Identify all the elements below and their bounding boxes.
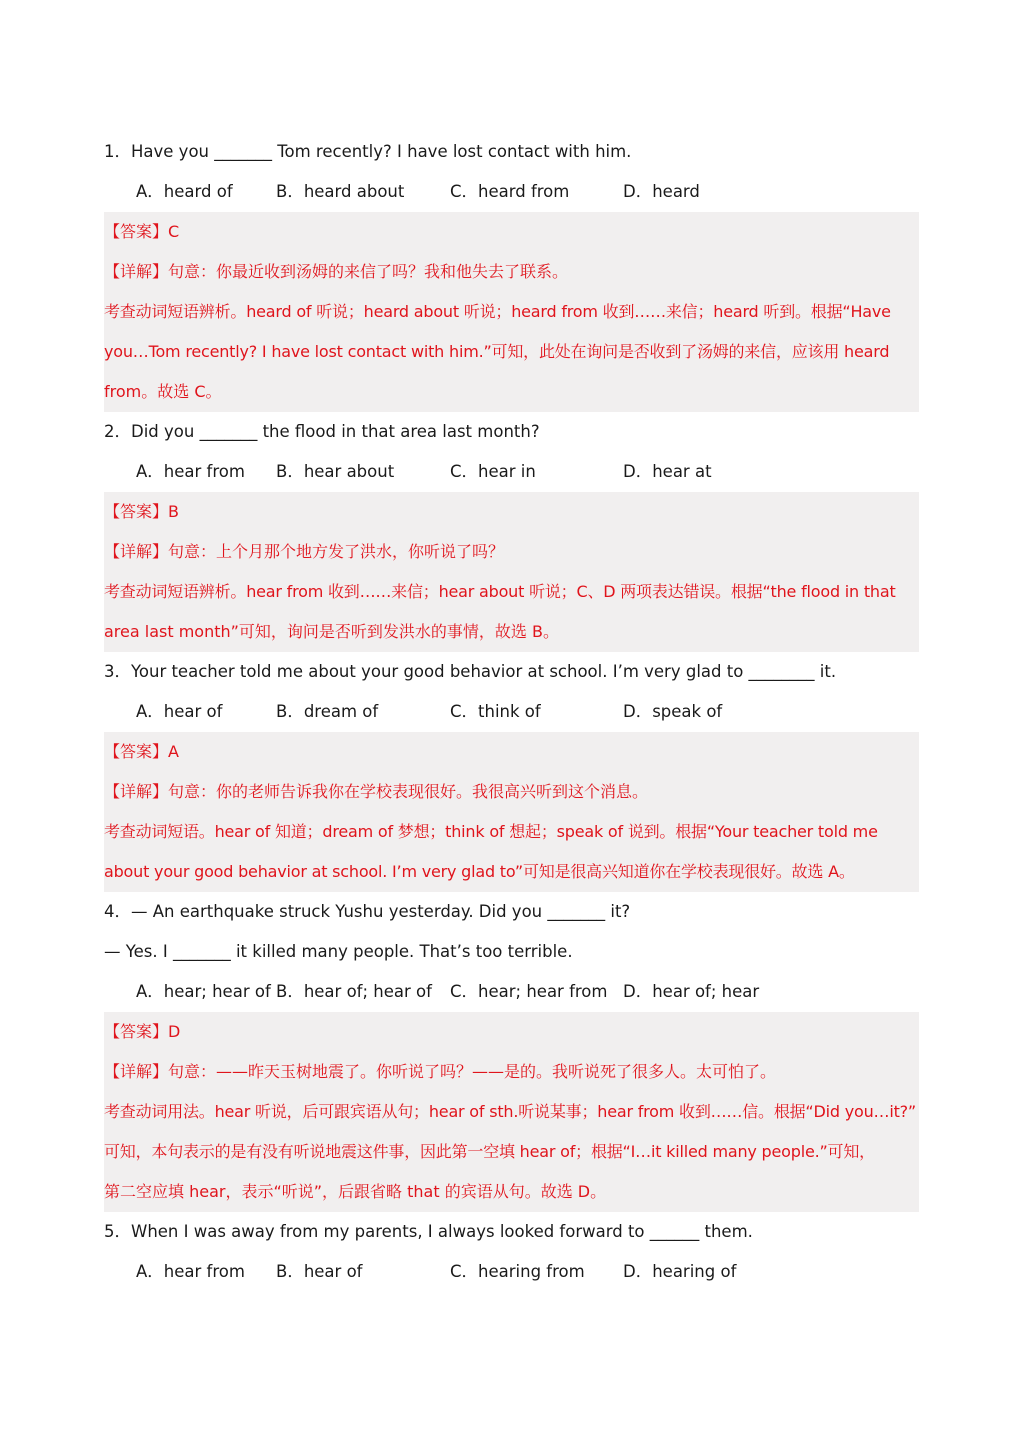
answer-line: 【答案】D — [104, 1022, 181, 1041]
detail-line: 考查动词用法。hear 听说，后可跟宾语从句；hear of sth.听说某事；hear from 收到……信。根据“Did you…it?” — [104, 1102, 917, 1121]
answer-line: 【答案】A — [104, 742, 179, 761]
option-a: A．hear of — [136, 702, 223, 721]
options-row — [104, 692, 919, 732]
question-3 — [104, 652, 919, 892]
option-b: B．heard about — [276, 182, 405, 201]
option-b: B．hear about — [276, 462, 395, 481]
question-stem: — Yes. I _______ it killed many people. That’s too terrible. — [104, 942, 573, 961]
question-stem: 5．When I was away from my parents, I always looked forward to ______ them. — [104, 1222, 753, 1241]
option-b: B．hear of; hear of — [276, 982, 432, 1001]
question-list — [104, 132, 919, 1292]
option-d: D．hearing of — [623, 1262, 737, 1281]
answer-block — [104, 1012, 919, 1212]
option-c: C．think of — [450, 702, 541, 721]
question-5 — [104, 1212, 919, 1292]
option-a: A．hear from — [136, 462, 245, 481]
detail-line: area last month”可知，询问是否听到发洪水的事情，故选 B。 — [104, 622, 559, 641]
question-4 — [104, 892, 919, 1212]
options-row — [104, 452, 919, 492]
options-row — [104, 1252, 919, 1292]
option-d: D．speak of — [623, 702, 723, 721]
answer-line: 【答案】B — [104, 502, 179, 521]
question-stem: 3．Your teacher told me about your good behavior at school. I’m very glad to ________ it. — [104, 662, 837, 681]
options-row — [104, 972, 919, 1012]
option-d: D．hear of; hear — [623, 982, 760, 1001]
options-row — [104, 172, 919, 212]
detail-line: 【详解】句意：上个月那个地方发了洪水，你听说了吗？ — [104, 542, 505, 561]
detail-line: 考查动词短语辨析。hear from 收到……来信；hear about 听说；C、D 两项表达错误。根据“the flood in that — [104, 582, 896, 601]
detail-line: from。故选 C。 — [104, 382, 222, 401]
detail-line: 考查动词短语。hear of 知道；dream of 梦想；think of 想起；speak of 说到。根据“Your teacher told me — [104, 822, 878, 841]
option-d: D．heard — [623, 182, 700, 201]
question-1 — [104, 132, 919, 412]
question-2 — [104, 412, 919, 652]
detail-line: 可知，本句表示的是有没有听说地震这件事，因此第一空填 hear of；根据“I…it killed many people.”可知， — [104, 1142, 875, 1161]
option-a: A．hear from — [136, 1262, 245, 1281]
detail-line: 【详解】句意：——昨天玉树地震了。你听说了吗？——是的。我听说死了很多人。太可怕了。 — [104, 1062, 777, 1081]
option-a: A．hear; hear of — [136, 982, 271, 1001]
detail-line: 【详解】句意：你的老师告诉我你在学校表现很好。我很高兴听到这个消息。 — [104, 782, 649, 801]
detail-line: you…Tom recently? I have lost contact with him.”可知，此处在询问是否收到了汤姆的来信，应该用 heard — [104, 342, 890, 361]
question-stem: 2．Did you _______ the flood in that area last month? — [104, 422, 540, 441]
option-d: D．hear at — [623, 462, 712, 481]
option-c: C．hearing from — [450, 1262, 585, 1281]
answer-line: 【答案】C — [104, 222, 180, 241]
detail-line: 【详解】句意：你最近收到汤姆的来信了吗？我和他失去了联系。 — [104, 262, 569, 281]
detail-line: 第二空应填 hear，表示“听说”，后跟省略 that 的宾语从句。故选 D。 — [104, 1182, 607, 1201]
option-c: C．hear; hear from — [450, 982, 608, 1001]
detail-line: 考查动词短语辨析。heard of 听说；heard about 听说；heard from 收到……来信；heard 听到。根据“Have — [104, 302, 891, 321]
answer-block — [104, 732, 919, 892]
option-b: B．dream of — [276, 702, 379, 721]
question-stem: 4．— An earthquake struck Yushu yesterday. Did you _______ it? — [104, 902, 631, 921]
option-c: C．heard from — [450, 182, 570, 201]
answer-block — [104, 492, 919, 652]
option-a: A．heard of — [136, 182, 233, 201]
detail-line: about your good behavior at school. I’m very glad to”可知是很高兴知道你在学校表现很好。故选 A。 — [104, 862, 855, 881]
option-c: C．hear in — [450, 462, 536, 481]
question-stem: 1．Have you _______ Tom recently? I have lost contact with him. — [104, 142, 632, 161]
option-b: B．hear of — [276, 1262, 363, 1281]
answer-block — [104, 212, 919, 412]
